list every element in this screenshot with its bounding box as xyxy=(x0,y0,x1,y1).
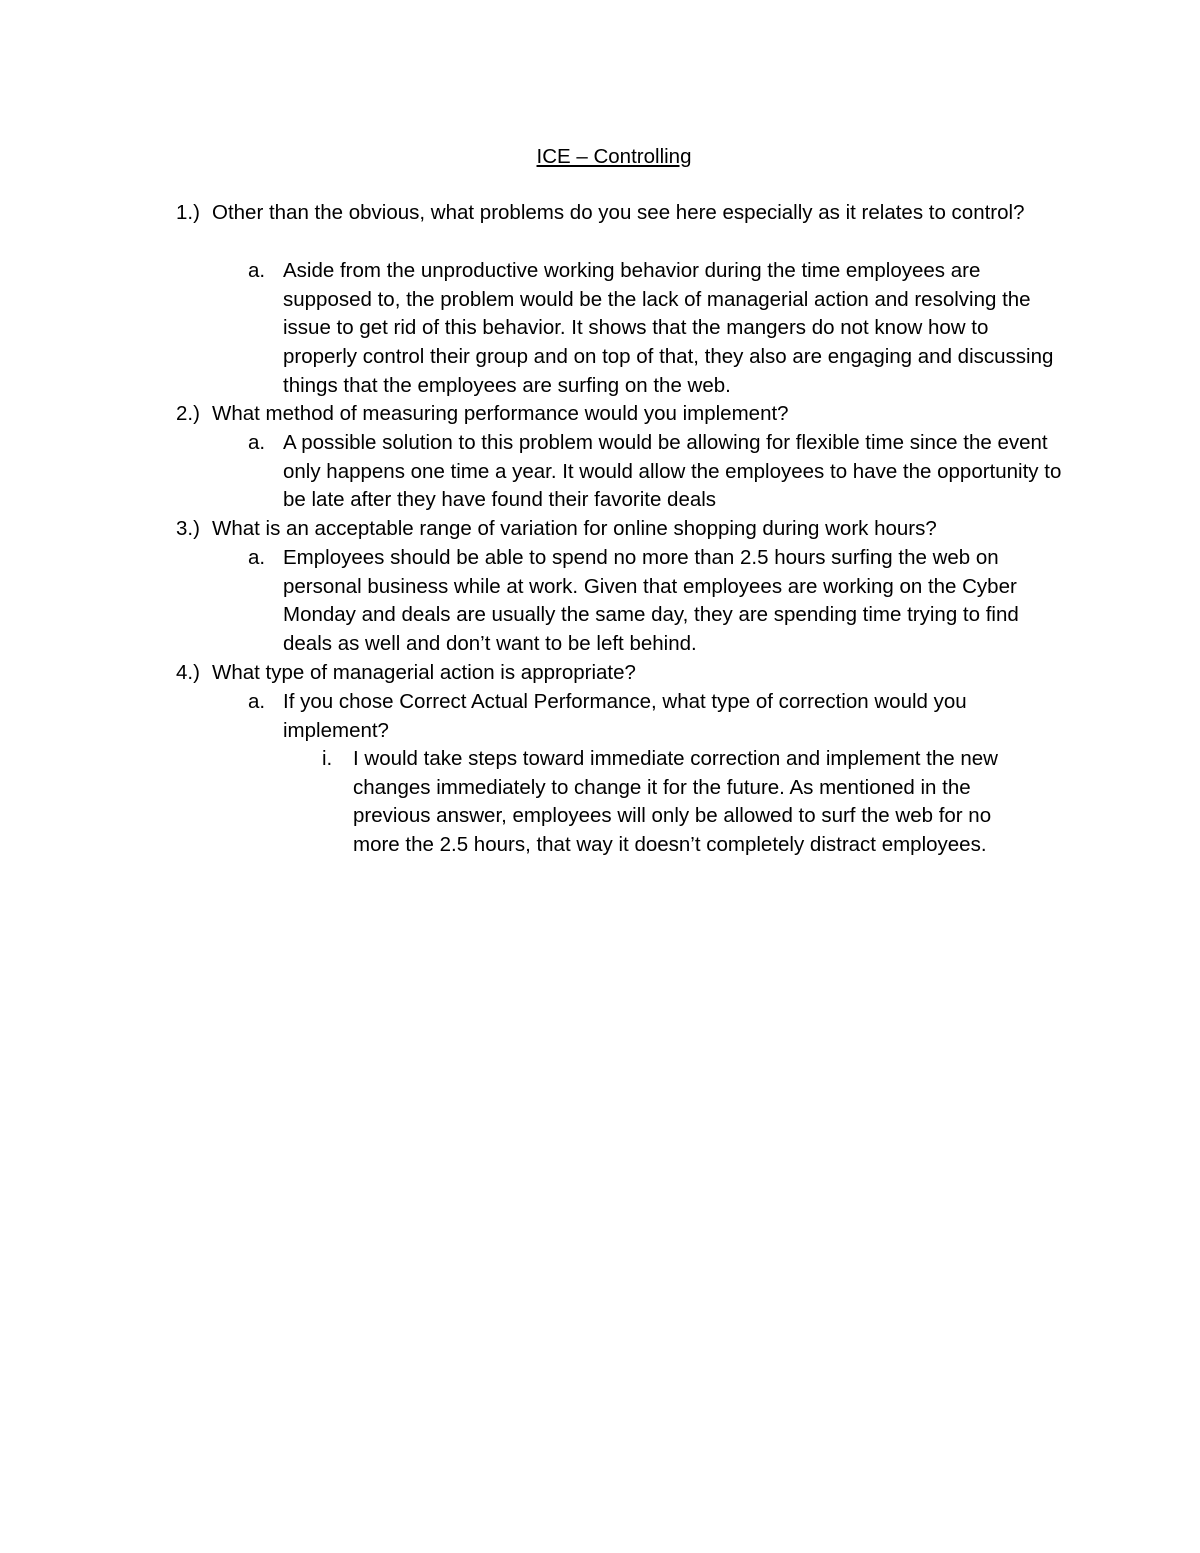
answer-text: Aside from the unproductive working behavior during the time employees are supposed to, the problem would be the lack of managerial action and resolving the issue to get rid of this behavior. It shows that the mangers do not know how to properly control their group and on top of that, they also are engaging and discussing things that the employees are surfing on the web. xyxy=(283,259,1054,397)
question-4 xyxy=(176,659,1036,688)
answer-text: If you chose Correct Actual Performance, what type of correction would you implement? xyxy=(283,690,967,742)
question-2 xyxy=(176,400,1036,429)
page-title: ICE – Controlling xyxy=(536,145,692,168)
question-number: 4.) xyxy=(176,661,200,684)
question-text: Other than the obvious, what problems do you see here especially as it relates to control? xyxy=(212,201,1025,224)
question-text: What type of managerial action is appropriate? xyxy=(212,661,636,684)
question-number: 1.) xyxy=(176,201,200,224)
sub-answer-letter: i. xyxy=(322,747,333,770)
answer-letter: a. xyxy=(248,431,266,454)
answer-2a xyxy=(248,429,1068,515)
question-1 xyxy=(176,199,1036,228)
answer-text: A possible solution to this problem would be allowing for flexible time since the event only happens one time a year. It would allow the employees to have the opportunity to be late after they have found their favorite deals xyxy=(283,431,1062,512)
question-number: 2.) xyxy=(176,402,200,425)
question-text: What is an acceptable range of variation for online shopping during work hours? xyxy=(212,517,937,540)
answer-4a xyxy=(248,688,1068,745)
answer-letter: a. xyxy=(248,546,266,569)
sub-answer-text: I would take steps toward immediate correction and implement the new changes immediately to change it for the future. As mentioned in the previous answer, employees will only be allowed to surf the web for no more the 2.5 hours, that way it doesn’t completely distract employees. xyxy=(353,747,998,857)
answer-letter: a. xyxy=(248,259,266,282)
answer-4a-i xyxy=(322,745,1042,860)
question-text: What method of measuring performance would you implement? xyxy=(212,402,789,425)
answer-3a xyxy=(248,544,1068,659)
answer-1a xyxy=(248,257,1068,401)
question-number: 3.) xyxy=(176,517,200,540)
question-3 xyxy=(176,515,1036,544)
answer-text: Employees should be able to spend no more than 2.5 hours surfing the web on personal business while at work. Given that employees are working on the Cyber Monday and deals are usually the same day, they are spending time trying to find deals as well and don’t want to be left behind. xyxy=(283,546,1019,656)
answer-letter: a. xyxy=(248,690,266,713)
